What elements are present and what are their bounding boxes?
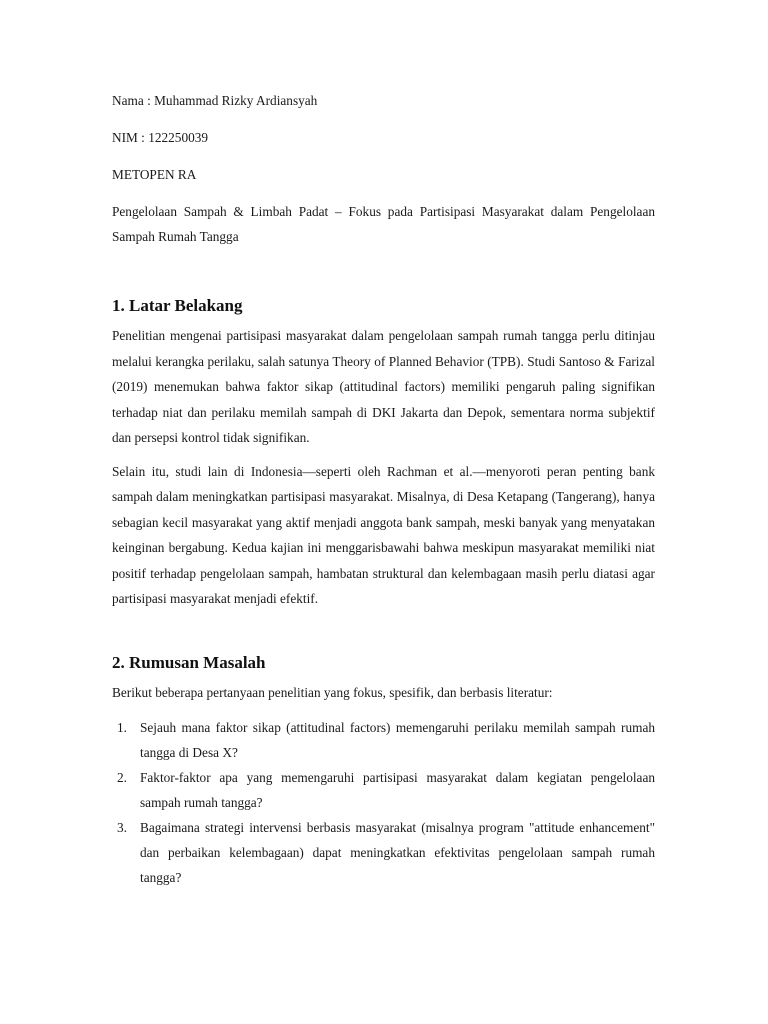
section-problem-statement xyxy=(112,652,655,891)
background-paragraph-1: Penelitian mengenai partisipasi masyarakat dalam pengelolaan sampah rumah tangga perlu ditinjau melalui kerangka perilaku, salah satunya Theory of Planned Behavior (TPB). Studi Santoso & Farizal (2019) menemukan bahwa faktor sikap (attitudinal factors) memiliki pengaruh paling signifikan terhadap niat dan perilaku memilah sampah di DKI Jakarta dan Depok, sementara norma subjektif dan persepsi kontrol tidak signifikan. xyxy=(112,328,655,445)
list-item xyxy=(112,765,655,815)
student-info xyxy=(112,88,655,249)
nim-line: NIM : 122250039 xyxy=(112,130,209,145)
list-item-number: 2. xyxy=(117,770,127,785)
document-page xyxy=(112,88,655,890)
background-paragraph-2: Selain itu, studi lain di Indonesia—seperti oleh Rachman et al.—menyoroti peran penting bank sampah dalam meningkatkan partisipasi masyarakat. Misalnya, di Desa Ketapang (Tangerang), hanya sebagian kecil masyarakat yang aktif menjadi anggota bank sampah, meski banyak yang menyatakan keinginan bergabung. Kedua kajian ini menggarisbawahi bahwa meskipun masyarakat memiliki niat positif terhadap pengelolaan sampah, hambatan struktural dan kelembagaan masih perlu diatasi agar partisipasi masyarakat menjadi efektif. xyxy=(112,463,655,606)
topic-line: Pengelolaan Sampah & Limbah Padat – Fokus pada Partisipasi Masyarakat dalam Pengelolaan Sampah Rumah Tangga xyxy=(112,204,655,244)
problem-statement-intro: Berikut beberapa pertanyaan penelitian yang fokus, spesifik, dan berbasis literatur: xyxy=(112,684,553,700)
research-questions-list xyxy=(112,715,655,890)
list-item-text: Sejauh mana faktor sikap (attitudinal factors) memengaruhi perilaku memilah sampah rumah tangga di Desa X? xyxy=(140,720,655,760)
list-item-text: Faktor-faktor apa yang memengaruhi partisipasi masyarakat dalam kegiatan pengelolaan sampah rumah tangga? xyxy=(140,770,655,810)
list-item-number: 1. xyxy=(117,720,127,735)
list-item xyxy=(112,815,655,890)
section-background xyxy=(112,295,655,612)
section-heading-problem-statement: 2. Rumusan Masalah xyxy=(112,652,266,672)
course-line: METOPEN RA xyxy=(112,167,197,182)
section-heading-background: 1. Latar Belakang xyxy=(112,296,243,315)
list-item-text: Bagaimana strategi intervensi berbasis masyarakat (misalnya program "attitude enhancement" dan perbaikan kelembagaan) dapat meningkatkan efektivitas pengelolaan sampah rumah tangga? xyxy=(140,820,655,885)
list-item xyxy=(112,715,655,765)
name-line: Nama : Muhammad Rizky Ardiansyah xyxy=(112,93,318,108)
list-item-number: 3. xyxy=(117,820,127,835)
